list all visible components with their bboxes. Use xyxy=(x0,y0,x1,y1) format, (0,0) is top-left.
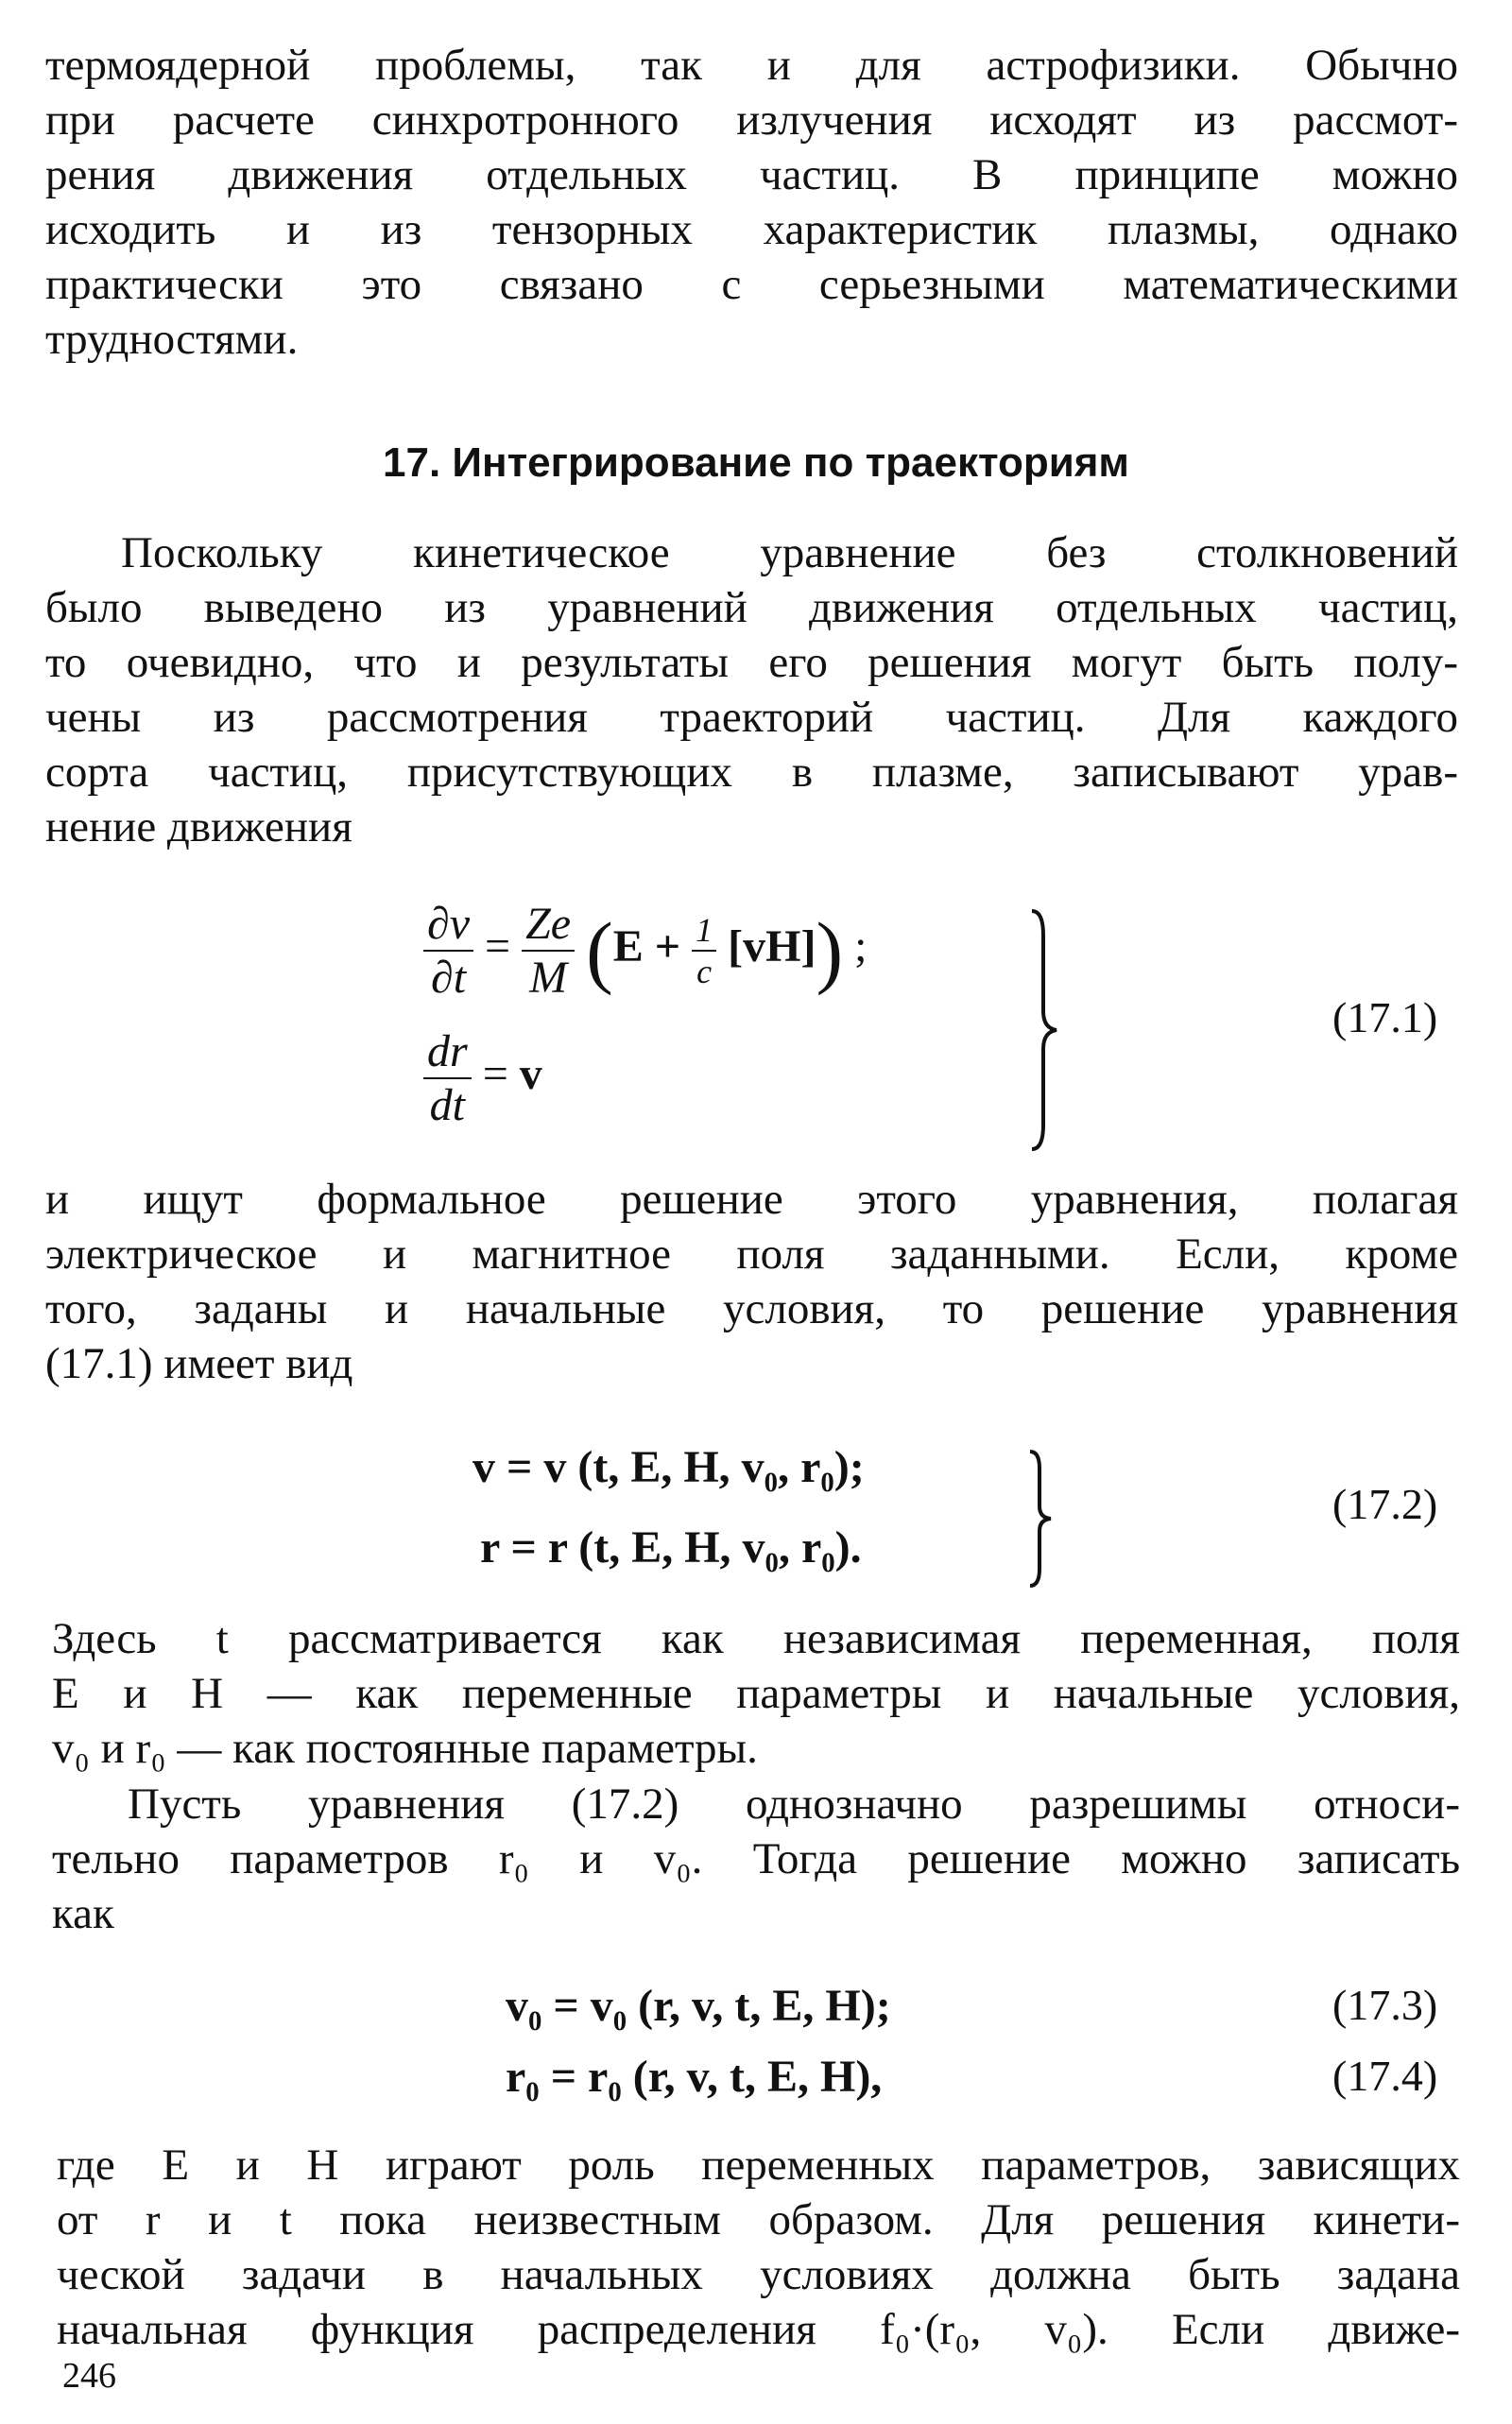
fraction: $\frac{dr}{dt}$ xyxy=(423,1025,472,1131)
text-line: Пусть уравнения (17.2) однозначно разрешимы относи- xyxy=(128,1779,1460,1829)
section-heading: 17. Интегрирование по траекториям xyxy=(383,439,1129,486)
text-line: то очевидно, что и результаты его решения могут быть полу- xyxy=(45,638,1458,687)
text-line: (17.1) имеет вид xyxy=(45,1339,353,1388)
equation-17-4: r₀ = r₀ (r, v, t, E, H), xyxy=(506,2052,883,2102)
text-line: как xyxy=(52,1889,114,1938)
paragraph-3 xyxy=(52,1611,1460,1776)
paragraph-5 xyxy=(57,2138,1460,2357)
text-line: рения движения отдельных частиц. В принципе можно xyxy=(45,150,1458,199)
text-line: при расчете синхротронного излучения исходят из рассмот- xyxy=(45,95,1458,145)
text-line: тельно параметров r₀ и v₀. Тогда решение можно записать xyxy=(52,1834,1460,1883)
text-line: было выведено из уравнений движения отдельных частиц, xyxy=(45,583,1458,632)
intro-paragraph xyxy=(45,38,1458,367)
text-line: того, заданы и начальные условия, то решение уравнения xyxy=(45,1284,1458,1333)
fraction: $\frac{Ze}{M}$ xyxy=(522,898,575,1004)
equation-number: (17.2) xyxy=(1332,1480,1438,1528)
text-line: сорта частиц, присутствующих в плазме, записывают урав- xyxy=(45,748,1458,797)
text-line: нение движения xyxy=(45,802,352,851)
equation-number: (17.4) xyxy=(1332,2052,1438,2100)
page-number: 246 xyxy=(62,2356,116,2396)
text-line: Здесь t рассматривается как независимая переменная, поля xyxy=(52,1614,1460,1663)
fraction: $\frac{\partial v}{\partial t}$ xyxy=(423,898,473,1004)
paragraph-1 xyxy=(45,525,1458,854)
right-brace xyxy=(1028,907,1066,1153)
right-brace xyxy=(1026,1448,1060,1590)
equation-17-2-line-1: v = v (t, E, H, v₀, r₀); xyxy=(472,1442,865,1492)
text-line: ческой задачи в начальных условиях должна быть задана xyxy=(57,2250,1460,2299)
text-line: термоядерной проблемы, так и для астрофизики. Обычно xyxy=(45,41,1458,90)
text-line: начальная функция распределения f₀·(r₀, v₀). Если движе- xyxy=(57,2305,1460,2354)
text-line: E и H — как переменные параметры и начальные условия, xyxy=(52,1669,1460,1718)
equation-17-3: v₀ = v₀ (r, v, t, E, H); xyxy=(506,1981,891,2031)
text-line: от r и t пока неизвестным образом. Для решения кинети- xyxy=(57,2195,1460,2244)
paragraph-2 xyxy=(45,1172,1458,1391)
text-line: электрическое и магнитное поля заданными. Если, кроме xyxy=(45,1229,1458,1279)
text-line: и ищут формальное решение этого уравнения, полагая xyxy=(45,1175,1458,1224)
equation-number: (17.1) xyxy=(1332,993,1438,1041)
text-line: исходить и из тензорных характеристик плазмы, однако xyxy=(45,205,1458,254)
fraction: $\frac{1}{c}$ xyxy=(692,910,716,991)
equation-17-1-line-1: $\frac{\partial v}{\partial t}$ = $\frac{Ze}{M}$ (E + $\frac{1}{c}$ [vH]) ; xyxy=(423,898,867,1004)
text-line: Поскольку кинетическое уравнение без столкновений xyxy=(121,528,1458,577)
text-line: v₀ и r₀ — как постоянные параметры. xyxy=(52,1724,758,1773)
text-line: трудностями. xyxy=(45,315,299,364)
equation-17-2-line-2: r = r (t, E, H, v₀, r₀). xyxy=(480,1522,862,1573)
equation-number: (17.3) xyxy=(1332,1981,1438,2029)
text-line: практически это связано с серьезными математическими xyxy=(45,260,1458,309)
equation-17-1-line-2: $\frac{dr}{dt}$ = v xyxy=(423,1025,542,1131)
paragraph-4 xyxy=(52,1777,1460,1941)
text-line: чены из рассмотрения траекторий частиц. Для каждого xyxy=(45,693,1458,742)
text-line: где E и H играют роль переменных параметров, зависящих xyxy=(57,2140,1460,2190)
